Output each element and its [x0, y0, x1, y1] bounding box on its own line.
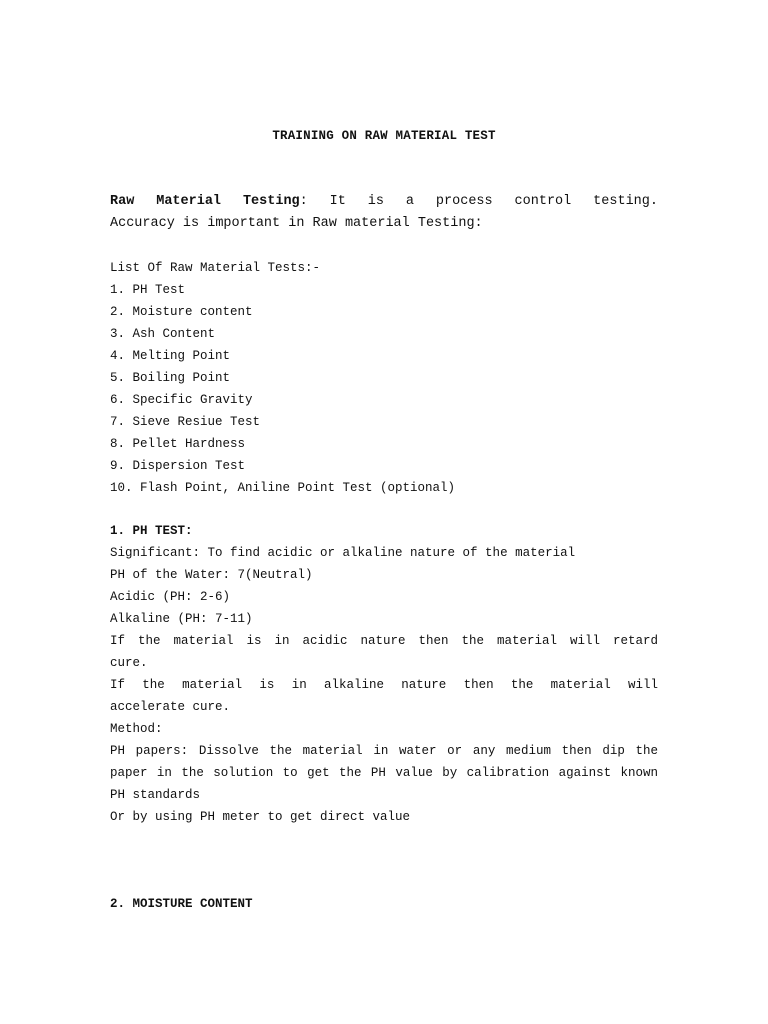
list-item: 6. Specific Gravity: [110, 393, 253, 407]
intro-label: Raw Material Testing: [110, 194, 300, 209]
paragraph-line: PH papers: Dissolve the material in water or any medium then dip the: [110, 744, 658, 758]
list-item: 5. Boiling Point: [110, 371, 231, 385]
paragraph-line: paper in the solution to get the PH value by calibration against known: [110, 766, 658, 780]
paragraph-line: PH standards: [110, 788, 201, 802]
paragraph-line: PH of the Water: 7(Neutral): [110, 568, 313, 582]
list-item: 7. Sieve Resiue Test: [110, 415, 261, 429]
list-item: 3. Ash Content: [110, 327, 216, 341]
list-item: 10. Flash Point, Aniline Point Test (optional): [110, 481, 456, 495]
intro-line-1: [110, 191, 658, 213]
moisture-content-heading: 2. MOISTURE CONTENT: [110, 897, 253, 911]
paragraph-line: cure.: [110, 656, 148, 670]
paragraph-line: Method:: [110, 722, 163, 736]
intro-line-1-text: : It is a process control testing.: [299, 194, 658, 209]
list-item: 1. PH Test: [110, 283, 186, 297]
paragraph-line: Acidic (PH: 2-6): [110, 590, 231, 604]
paragraph-line: Or by using PH meter to get direct value: [110, 810, 411, 824]
tests-list-heading: List Of Raw Material Tests:-: [110, 261, 321, 275]
paragraph-line: If the material is in acidic nature then the material will retard: [110, 634, 658, 648]
paragraph-line: Alkaline (PH: 7-11): [110, 612, 253, 626]
paragraph-line: Significant: To find acidic or alkaline nature of the material: [110, 546, 576, 560]
document-title: TRAINING ON RAW MATERIAL TEST: [272, 129, 496, 143]
list-item: 9. Dispersion Test: [110, 459, 246, 473]
ph-test-heading: 1. PH TEST:: [110, 524, 193, 538]
list-item: 2. Moisture content: [110, 305, 253, 319]
intro-line-2: Accuracy is important in Raw material Testing:: [110, 216, 483, 231]
list-item: 8. Pellet Hardness: [110, 437, 246, 451]
paragraph-line: If the material is in alkaline nature then the material will: [110, 678, 658, 692]
paragraph-line: accelerate cure.: [110, 700, 231, 714]
list-item: 4. Melting Point: [110, 349, 231, 363]
